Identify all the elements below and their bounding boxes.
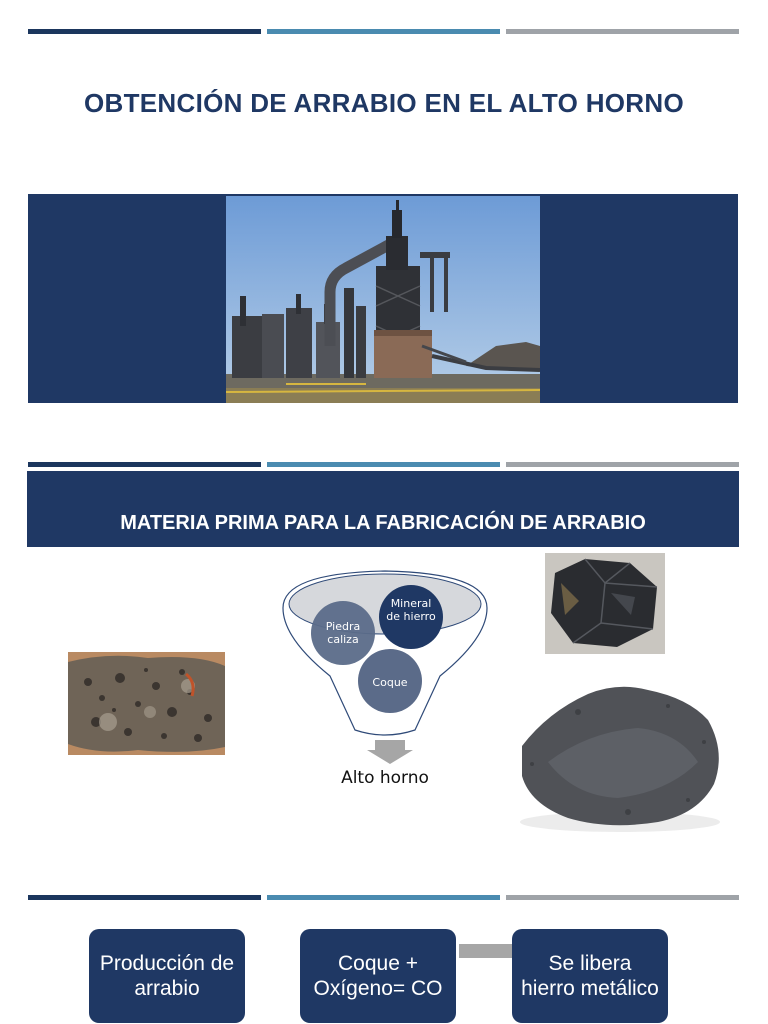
funnel-item-label: Piedra caliza [325, 620, 361, 646]
slide-title: OBTENCIÓN DE ARRABIO EN EL ALTO HORNO [84, 88, 684, 118]
funnel-item-label: Mineral de hierro [386, 597, 436, 623]
flow-step-produccion: Producción de arrabio [89, 929, 245, 1023]
slide2-title: MATERIA PRIMA PARA LA FABRICACIÓN DE ARRABIO [120, 512, 646, 534]
funnel-item-label: Coque [372, 676, 408, 689]
iron-ore-photo [545, 553, 665, 654]
flow-connector [459, 944, 512, 958]
down-arrow-icon [367, 740, 413, 764]
header-rule-blue [267, 29, 500, 34]
header-rule-gray [506, 29, 739, 34]
limestone-photo [68, 652, 225, 755]
slide2-rule-gray [506, 462, 739, 467]
slide2-rule-blue [267, 462, 500, 467]
slide3-rule-gray [506, 895, 739, 900]
slide2-rule-navy [28, 462, 261, 467]
blast-furnace-photo [226, 196, 540, 403]
slide3-rule-navy [28, 895, 261, 900]
coke-powder-photo [508, 672, 731, 836]
header-rule-navy [28, 29, 261, 34]
slide3-rule-blue [267, 895, 500, 900]
funnel-output-label: Alto horno [341, 768, 429, 788]
flow-step-hierro: Se libera hierro metálico [512, 929, 668, 1023]
flow-step-coque-oxigeno: Coque + Oxígeno= CO [300, 929, 456, 1023]
